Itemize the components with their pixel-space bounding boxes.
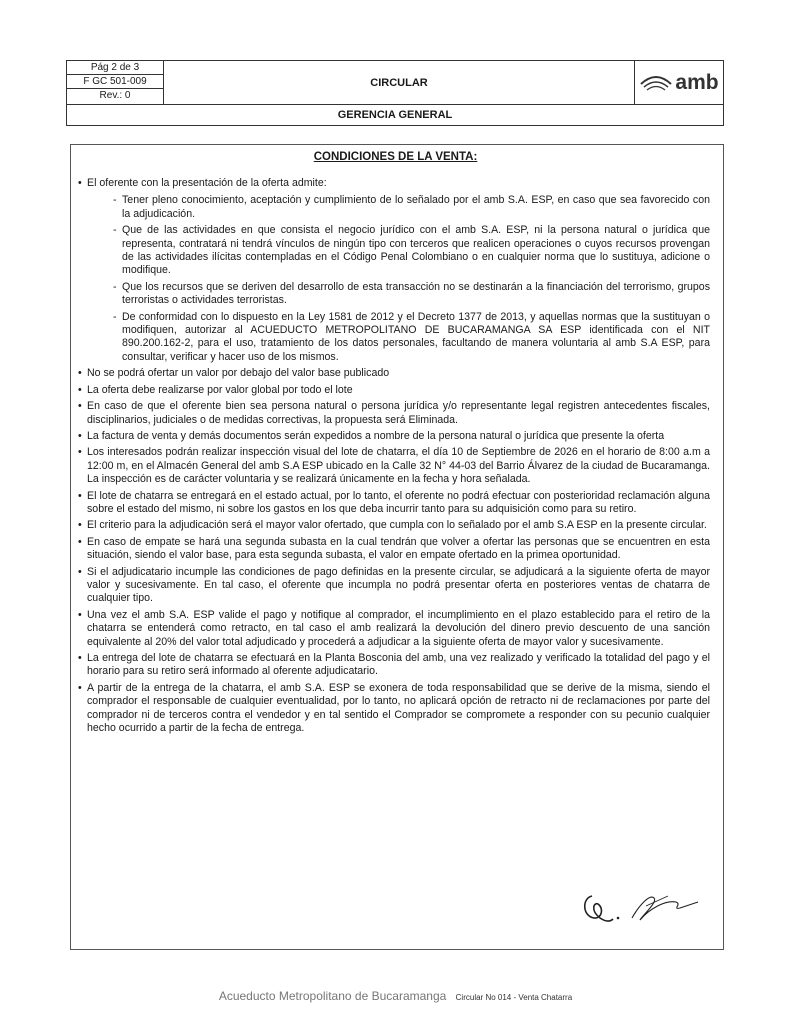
amb-logo (635, 61, 723, 105)
section-title: CONDICIONES DE LA VENTA: (313, 151, 478, 163)
condition-bullet: • No se podrá ofertar un valor por debajo del valor base publicado (78, 367, 710, 380)
condition-bullet: • En caso de que el oferente bien sea persona natural o persona jurídica y/o representante legal registren antecedentes fiscales, disciplinarios, judiciales o de medidas correctivas, la propuesta será Eliminada. (78, 400, 710, 427)
form-code: F GC 501-009 (67, 75, 163, 89)
department-name: GERENCIA GENERAL (337, 109, 453, 121)
condition-bullet: • En caso de empate se hará una segunda subasta en la cual tendrán que volver a ofertar las personas que se encuentren en esta situación, siendo el valor base, para esta segunda subasta, el valor en empate ofertado en la primea oportunidad. (78, 536, 710, 563)
condition-bullet: • Si el adjudicatario incumple las condiciones de pago definidas en la presente circular, se adjudicará a la siguiente oferta de mayor valor y sucesivamente. En tal caso, el oferente que incumpla no podrá presentar oferta en posteriores ventas de chatarra de cualquier tipo. (78, 566, 710, 606)
document-type: CIRCULAR (164, 61, 635, 105)
condition-bullet: • El criterio para la adjudicación será el mayor valor ofertado, que cumpla con lo señalado por el amb S.A ESP en la presente circular. (78, 519, 710, 532)
condition-bullet: • La oferta debe realizarse por valor global por todo el lote (78, 384, 710, 397)
water-drop-icon (639, 73, 673, 93)
condition-bullet: • La factura de venta y demás documentos serán expedidos a nombre de la persona natural o jurídica que presente la oferta (78, 430, 710, 443)
sub-item: - Que los recursos que se deriven del desarrollo de esta transacción no se destinarán a la financiación del terrorismo, grupos terroristas o actividades terroristas. (78, 281, 710, 308)
conditions-body (78, 177, 710, 738)
document-header (66, 60, 724, 126)
condition-bullet: • Una vez el amb S.A. ESP valide el pago y notifique al comprador, el incumplimiento en el plazo establecido para el retiro de la chatarra se entenderá como retracto, en tal caso el amb realizará la devolución del dinero previo descuento de una sanción equivalente al 20% del valor total adjudicado y procederá a adjudicar a la siguiente oferta de mayor valor y sucesivamente. (78, 609, 710, 649)
handwritten-signature (580, 888, 705, 928)
sub-item: - De conformidad con lo dispuesto en la Ley 1581 de 2012 y el Decreto 1377 de 2013, y aquellas normas que la sustituyan o modifiquen, autorizar al ACUEDUCTO METROPOLITANO DE BUCARAMANGA SA ESP identificada con el NIT 890.200.162-2, para el uso, tratamiento de los datos personales, facultando de manera voluntaria al amb S.A ESP, para consultar, verificar y hacer uso de los mismos. (78, 311, 710, 365)
page-number: Pág 2 de 3 (67, 61, 163, 75)
condition-bullet: • A partir de la entrega de la chatarra, el amb S.A. ESP se exonera de toda responsabilidad que se derive de la misma, siendo el comprador el responsable de cualquier eventualidad, por lo tanto, no aplicará opción de retracto ni de reclamaciones por parte del comprador ni de terceros contra el vendedor y en tal sentido el Comprador se compromete a responder con su pecunio cualquier hecho ocurrido a partir de la fecha de entrega. (78, 682, 710, 736)
condition-bullet: • El lote de chatarra se entregará en el estado actual, por lo tanto, el oferente no podrá efectuar con posterioridad reclamación alguna sobre el estado del mismo, ni sobre los gastos en los que deba incurrir tanto para su adquisición como para su retiro. (78, 490, 710, 517)
revision: Rev.: 0 (99, 90, 131, 101)
sub-item: - Que de las actividades en que consista el negocio jurídico con el amb S.A. ESP, ni la persona natural o jurídica que representa, contratará ni tendrá vínculos de ningún tipo con terceros que realicen operaciones o cuyos recursos provengan de las actividades ilícitas contempladas en el Código Penal Colombiano o en cualquier norma que lo sustituya, adicione o modifique. (78, 224, 710, 278)
logo-wordmark: amb (675, 70, 719, 94)
page-footer (0, 989, 791, 1003)
intro-bullet: • El oferente con la presentación de la oferta admite: (78, 177, 710, 190)
sub-item: - Tener pleno conocimiento, aceptación y cumplimiento de lo señalado por el amb S.A. ESP, en caso que sea favorecido con la adjudicación. (78, 194, 710, 221)
condition-bullet: • La entrega del lote de chatarra se efectuará en la Planta Bosconia del amb, una vez realizado y verificado la totalidad del pago y el horario para su retiro será informado al oferente adjudicatario. (78, 652, 710, 679)
footer-organization: Acueducto Metropolitano de Bucaramanga (218, 989, 447, 1003)
condition-bullet: • Los interesados podrán realizar inspección visual del lote de chatarra, el día 10 de Septiembre de 2026 en el horario de 8:00 a.m a 12:00 m, en el Almacén General del amb S.A ESP ubicado en la Calle 32 N° 44-03 del Barrio Álvarez de la ciudad de Bucaramanga. La inspección es de carácter voluntaria y se realizará únicamente en la fecha y hora señalada. (78, 446, 710, 486)
document-control-info (67, 61, 164, 105)
footer-document-ref: Circular No 014 - Venta Chatarra (455, 993, 573, 1002)
